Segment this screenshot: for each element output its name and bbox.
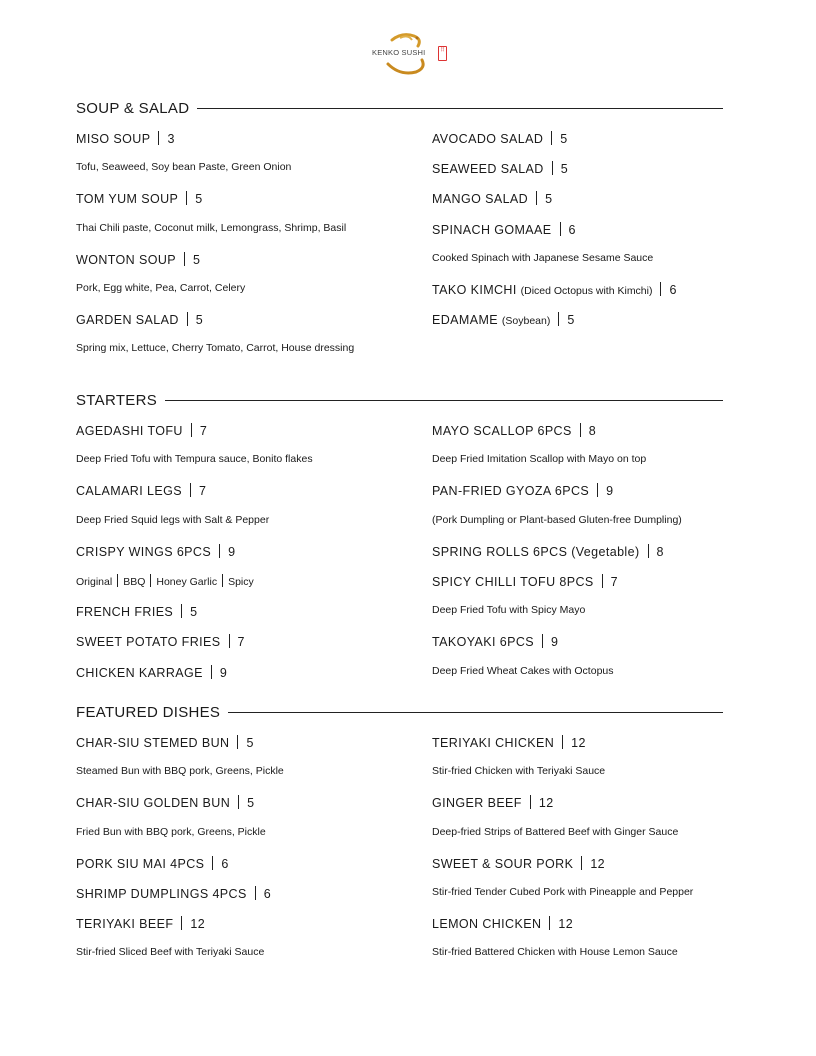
menu-section bbox=[76, 389, 723, 680]
flavor-separator bbox=[150, 574, 151, 587]
item-price: 8 bbox=[588, 424, 597, 438]
price-separator bbox=[186, 191, 187, 205]
item-note: (Soybean) bbox=[501, 315, 551, 328]
menu-item bbox=[432, 544, 664, 559]
price-separator bbox=[542, 634, 543, 648]
menu-item bbox=[76, 312, 203, 327]
item-name: CHAR-SIU GOLDEN BUN bbox=[76, 796, 231, 811]
item-description: Stir-fried Tender Cubed Pork with Pineapple and Pepper bbox=[432, 886, 694, 898]
price-separator bbox=[551, 131, 552, 145]
item-description: Pork, Egg white, Pea, Carrot, Celery bbox=[76, 282, 246, 294]
menu-item bbox=[76, 131, 175, 146]
item-description: Steamed Bun with BBQ pork, Greens, Pickle bbox=[76, 765, 284, 778]
flavor-option: Original bbox=[76, 576, 113, 588]
item-price: 5 bbox=[567, 313, 575, 328]
menu-item bbox=[432, 483, 613, 498]
item-name: GARDEN SALAD bbox=[76, 313, 179, 328]
section-heading bbox=[76, 97, 723, 119]
price-separator bbox=[181, 604, 182, 618]
price-separator bbox=[219, 544, 220, 558]
price-separator bbox=[581, 856, 582, 870]
item-price: 5 bbox=[190, 605, 198, 620]
flavor-option: Honey Garlic bbox=[156, 576, 218, 588]
item-price: 5 bbox=[560, 162, 569, 177]
item-description: Deep-fried Strips of Battered Beef with Ginger Sauce bbox=[432, 825, 679, 838]
item-description: Deep Fried Tofu with Tempura sauce, Bonito flakes bbox=[76, 453, 313, 466]
item-price: 7 bbox=[610, 575, 618, 589]
menu-item bbox=[76, 916, 205, 931]
menu-item bbox=[76, 634, 245, 649]
item-description: Thai Chili paste, Coconut milk, Lemongrass, Shrimp, Basil bbox=[76, 221, 347, 234]
flavor-separator bbox=[222, 574, 223, 587]
price-separator bbox=[536, 191, 537, 205]
item-name: SEAWEED SALAD bbox=[432, 162, 544, 177]
price-separator bbox=[597, 483, 598, 497]
price-separator bbox=[229, 634, 230, 648]
menu-item bbox=[432, 312, 575, 327]
item-price: 7 bbox=[237, 635, 245, 650]
item-price: 7 bbox=[199, 424, 208, 438]
item-name: TERIYAKI BEEF bbox=[76, 917, 174, 932]
item-price: 12 bbox=[571, 736, 586, 750]
menu-item bbox=[76, 795, 255, 810]
item-description: Spring mix, Lettuce, Cherry Tomato, Carrot, House dressing bbox=[76, 342, 355, 355]
item-price: 7 bbox=[198, 484, 207, 499]
menu-item bbox=[432, 222, 576, 237]
flavor-option: Spicy bbox=[228, 576, 254, 588]
item-name: SWEET POTATO FRIES bbox=[76, 635, 221, 650]
price-separator bbox=[648, 544, 649, 558]
item-name: TERIYAKI CHICKEN bbox=[432, 736, 555, 750]
flavor-option: BBQ bbox=[123, 576, 146, 588]
item-name: SPINACH GOMAAE bbox=[432, 222, 552, 237]
item-price: 12 bbox=[538, 796, 554, 811]
item-name: EDAMAME bbox=[432, 313, 499, 328]
price-separator bbox=[187, 312, 188, 326]
menu-item bbox=[76, 856, 229, 871]
item-price: 3 bbox=[167, 132, 175, 146]
menu-item bbox=[432, 131, 568, 146]
kenko-sushi-logo bbox=[370, 30, 452, 80]
price-separator bbox=[237, 735, 238, 749]
menu-item bbox=[432, 634, 558, 649]
item-price: 12 bbox=[590, 856, 606, 871]
item-name: CALAMARI LEGS bbox=[76, 484, 182, 499]
price-separator bbox=[181, 916, 182, 930]
item-name: AGEDASHI TOFU bbox=[76, 424, 183, 438]
item-name: CHICKEN KARRAGE bbox=[76, 665, 203, 680]
price-separator bbox=[184, 252, 185, 266]
item-description: Stir-fried Sliced Beef with Teriyaki Sauce bbox=[76, 946, 265, 959]
price-separator bbox=[558, 312, 559, 326]
item-description: Deep Fried Tofu with Spicy Mayo bbox=[432, 604, 586, 617]
item-price: 5 bbox=[195, 313, 204, 328]
item-name: CHAR-SIU STEMED BUN bbox=[76, 736, 230, 750]
item-note: (Diced Octopus with Kimchi) bbox=[520, 285, 653, 297]
item-description: Deep Fried Imitation Scallop with Mayo on top bbox=[432, 453, 647, 466]
item-name: SWEET & SOUR PORK bbox=[432, 856, 574, 871]
menu-item bbox=[432, 161, 568, 176]
item-name: WONTON SOUP bbox=[76, 252, 177, 267]
item-description: Stir-fried Chicken with Teriyaki Sauce bbox=[432, 765, 606, 778]
section-divider bbox=[197, 108, 723, 109]
menu-item bbox=[76, 423, 207, 438]
logo-text: KENKO SUSHI bbox=[372, 48, 426, 57]
menu-item bbox=[76, 483, 206, 498]
item-description: Stir-fried Battered Chicken with House Lemon Sauce bbox=[432, 946, 678, 959]
menu-item bbox=[432, 916, 573, 931]
item-description: Deep Fried Squid legs with Salt & Pepper bbox=[76, 513, 270, 526]
item-price: 6 bbox=[263, 887, 272, 901]
price-separator bbox=[530, 795, 531, 809]
item-name: PORK SIU MAI 4PCS bbox=[76, 856, 205, 871]
section-heading bbox=[76, 389, 723, 411]
menu-item bbox=[76, 544, 235, 559]
item-price: 6 bbox=[221, 856, 229, 871]
section-divider bbox=[165, 400, 723, 401]
flavor-options bbox=[76, 574, 254, 588]
section-title: FEATURED DISHES bbox=[76, 703, 221, 721]
menu-item bbox=[76, 191, 203, 206]
price-separator bbox=[580, 423, 581, 437]
item-name: FRENCH FRIES bbox=[76, 605, 174, 620]
item-description: Deep Fried Wheat Cakes with Octopus bbox=[432, 664, 614, 677]
price-separator bbox=[549, 916, 550, 930]
logo-stamp: 日 bbox=[438, 46, 447, 61]
item-name: CRISPY WINGS 6PCS bbox=[76, 544, 212, 559]
section-title: SOUP & SALAD bbox=[76, 99, 190, 117]
item-name: MISO SOUP bbox=[76, 132, 151, 146]
item-description: Cooked Spinach with Japanese Sesame Sauce bbox=[432, 251, 654, 264]
item-description: Fried Bun with BBQ pork, Greens, Pickle bbox=[76, 825, 266, 838]
item-name: MAYO SCALLOP 6PCS bbox=[432, 424, 572, 438]
menu-item bbox=[76, 665, 227, 680]
section-heading bbox=[76, 701, 723, 723]
item-price: 9 bbox=[551, 635, 559, 650]
item-price: 5 bbox=[246, 736, 254, 750]
item-description: (Pork Dumpling or Plant-based Gluten-free Dumpling) bbox=[432, 513, 682, 526]
item-price: 6 bbox=[568, 222, 576, 237]
item-name: LEMON CHICKEN bbox=[432, 917, 542, 932]
menu-item bbox=[432, 423, 596, 438]
menu-item bbox=[76, 886, 271, 901]
item-price: 5 bbox=[247, 796, 255, 811]
menu-item bbox=[432, 735, 586, 750]
menu-item bbox=[76, 252, 200, 267]
price-separator bbox=[211, 665, 212, 679]
menu-section bbox=[76, 701, 723, 959]
price-separator bbox=[552, 161, 553, 175]
item-name: SPICY CHILLI TOFU 8PCS bbox=[432, 575, 594, 589]
menu-item bbox=[432, 191, 552, 206]
item-price: 5 bbox=[560, 132, 568, 146]
menu-item bbox=[432, 282, 677, 297]
item-name: TAKO KIMCHI bbox=[432, 283, 517, 297]
menu-item bbox=[76, 735, 254, 750]
section-title: STARTERS bbox=[76, 391, 158, 409]
flavor-separator bbox=[117, 574, 118, 587]
item-price: 12 bbox=[558, 917, 574, 932]
item-name: MANGO SALAD bbox=[432, 192, 529, 207]
menu-item bbox=[432, 856, 605, 871]
price-separator bbox=[602, 574, 603, 588]
price-separator bbox=[255, 886, 256, 900]
item-name: SPRING ROLLS 6PCS (Vegetable) bbox=[432, 544, 640, 559]
price-separator bbox=[660, 282, 661, 296]
menu-item bbox=[76, 604, 198, 619]
item-price: 9 bbox=[606, 484, 614, 499]
section-divider bbox=[228, 712, 723, 713]
item-description: Tofu, Seaweed, Soy bean Paste, Green Onion bbox=[76, 161, 292, 174]
item-name: PAN-FRIED GYOZA 6PCS bbox=[432, 484, 590, 499]
item-name: SHRIMP DUMPLINGS 4PCS bbox=[76, 887, 247, 901]
price-separator bbox=[158, 131, 159, 145]
item-price: 5 bbox=[193, 252, 201, 267]
menu-item bbox=[432, 795, 554, 810]
menu-item bbox=[432, 574, 618, 589]
price-separator bbox=[212, 856, 213, 870]
item-price: 9 bbox=[228, 544, 236, 559]
item-name: GINGER BEEF bbox=[432, 796, 522, 811]
price-separator bbox=[562, 735, 563, 749]
item-name: TOM YUM SOUP bbox=[76, 192, 179, 207]
price-separator bbox=[190, 483, 191, 497]
item-price: 5 bbox=[545, 192, 553, 207]
item-price: 6 bbox=[669, 283, 677, 297]
item-price: 5 bbox=[195, 192, 203, 207]
item-price: 9 bbox=[219, 665, 228, 680]
price-separator bbox=[238, 795, 239, 809]
item-name: TAKOYAKI 6PCS bbox=[432, 635, 534, 650]
item-price: 12 bbox=[190, 917, 206, 932]
item-name: AVOCADO SALAD bbox=[432, 132, 544, 146]
price-separator bbox=[560, 222, 561, 236]
item-price: 8 bbox=[656, 544, 664, 559]
menu-section bbox=[76, 97, 723, 355]
price-separator bbox=[191, 423, 192, 437]
